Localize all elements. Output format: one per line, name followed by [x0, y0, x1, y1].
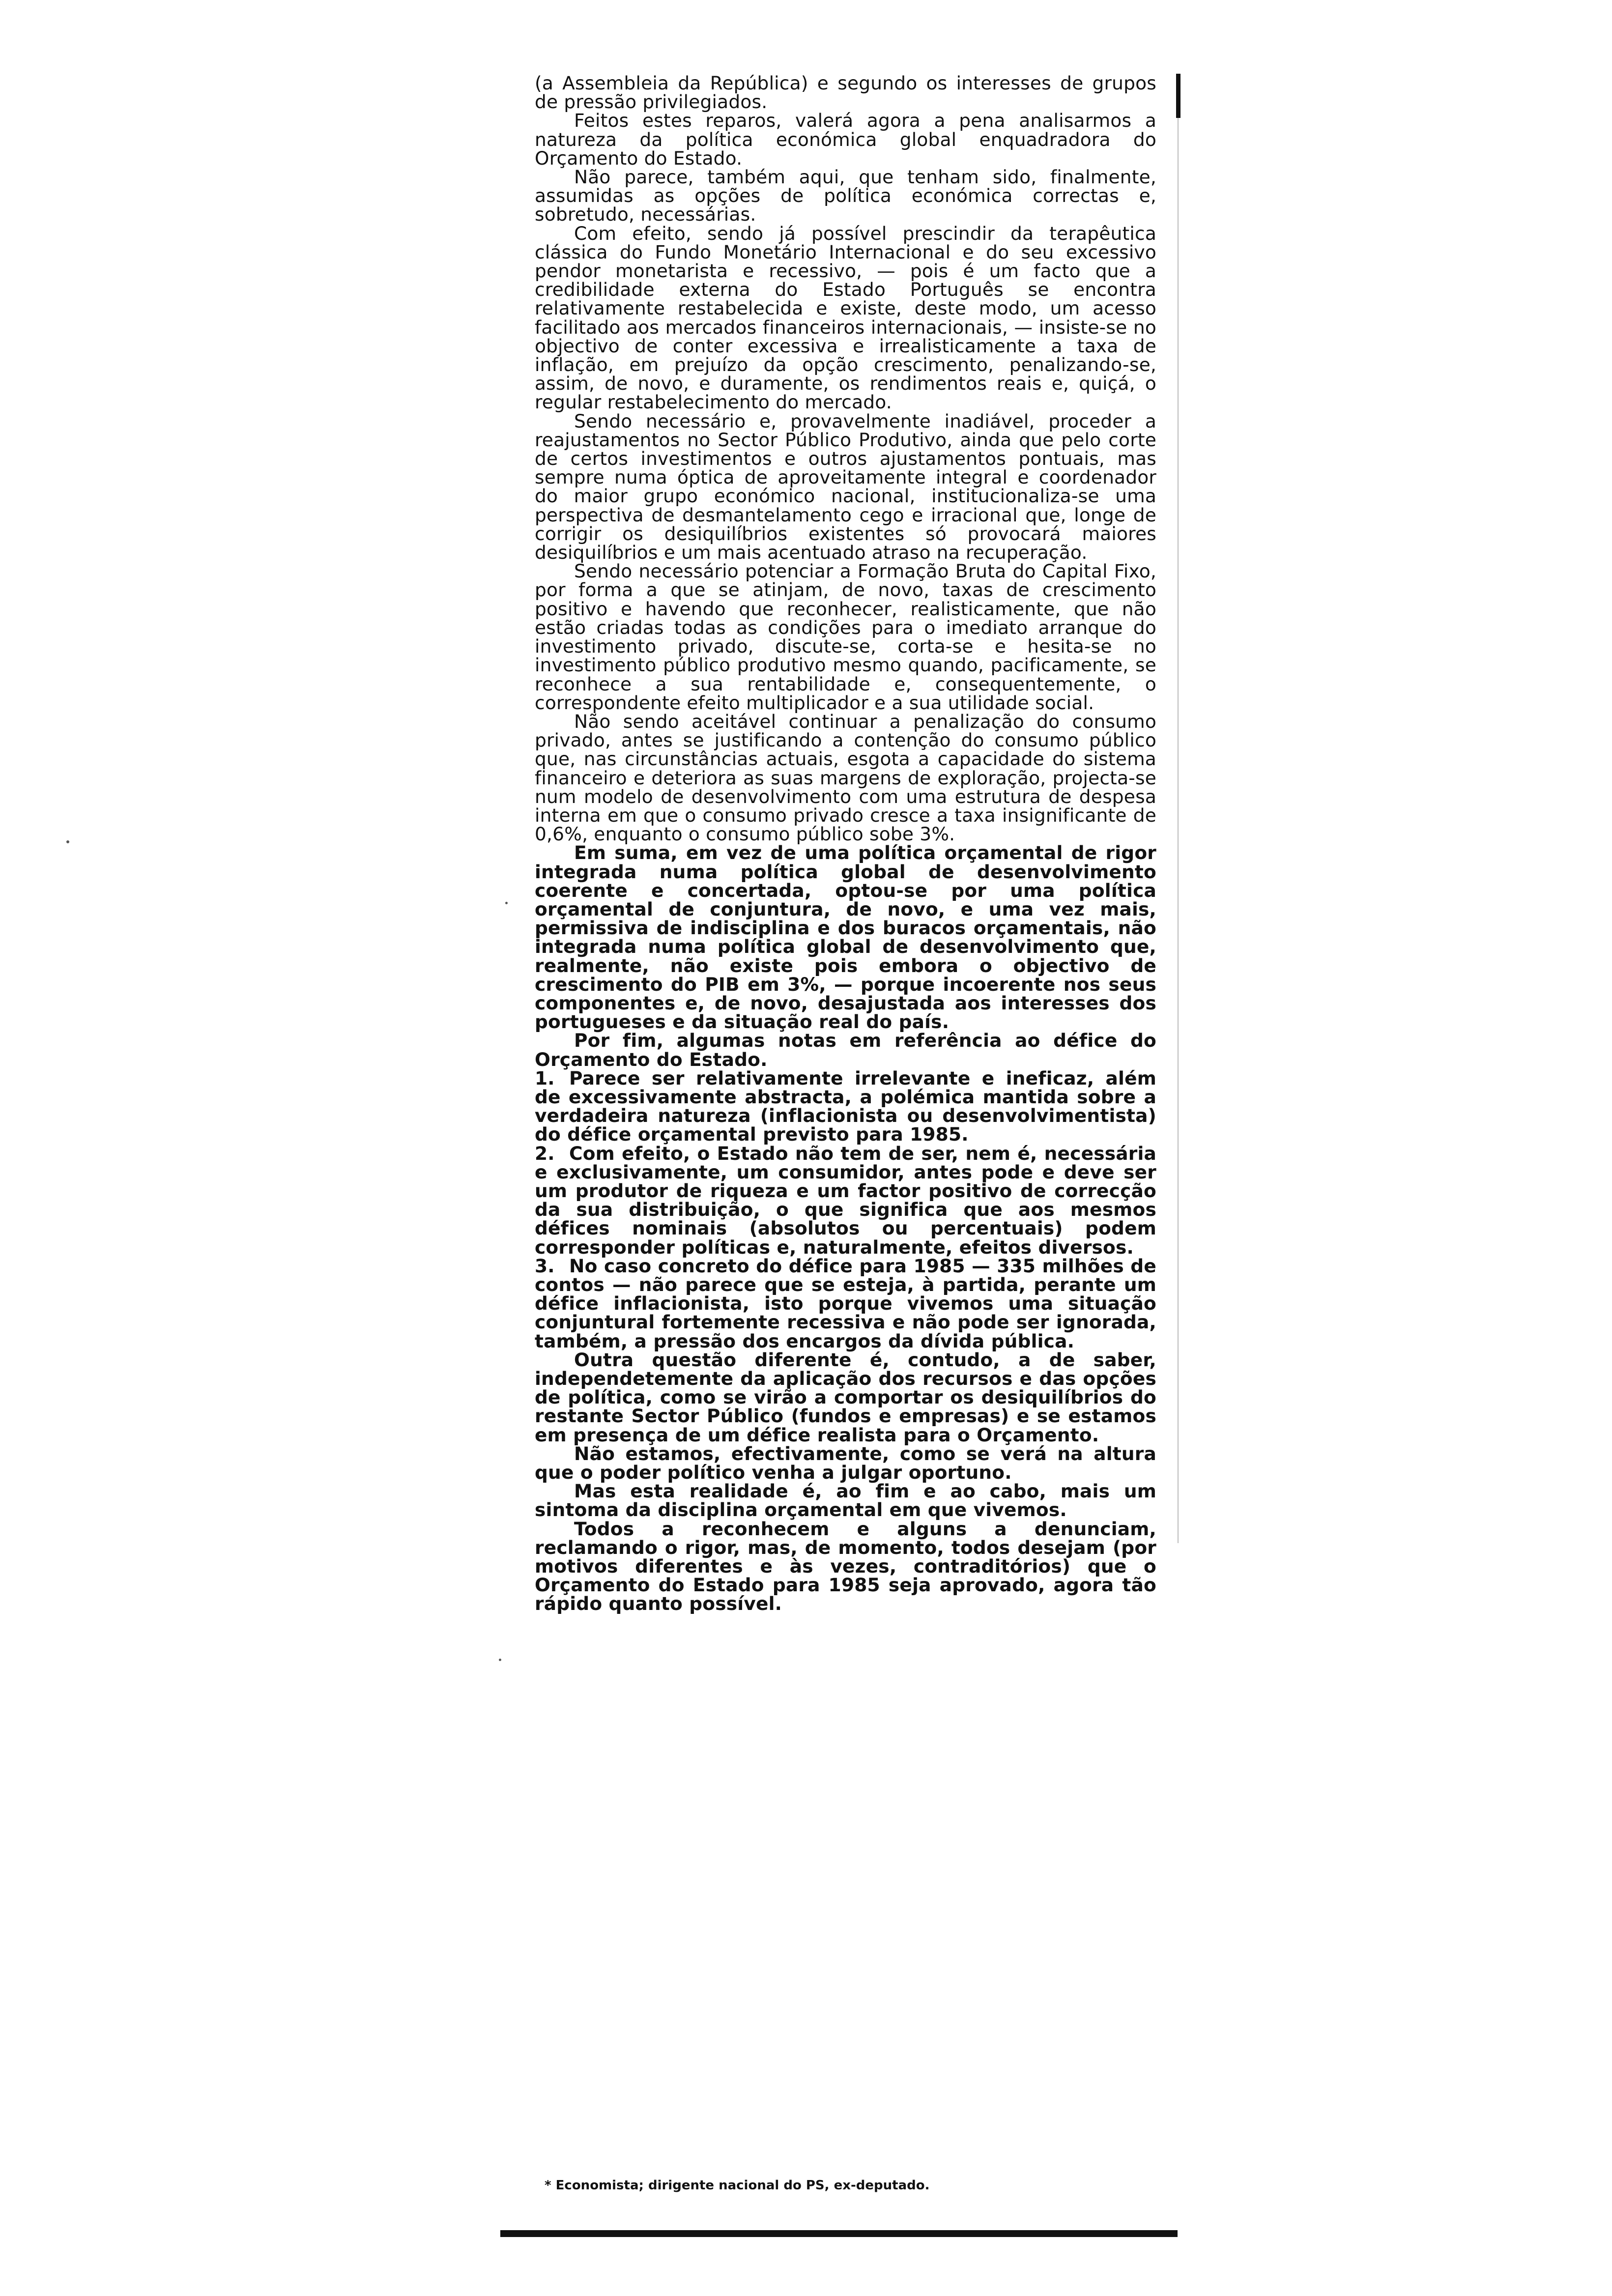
paragraph: Não sendo aceitável continuar a penalização do consumo privado, antes se justificando a contenção do consumo público que, nas circunstâncias actuais, esgota a capacidade do sistema financeiro e deteriora as suas margens de exploração, projecta-se num modelo de desenvolvimento com uma estrutura de despesa interna em que o consumo privado cresce a taxa insignificante de 0,6%, enquanto o consumo público sobe 3%.: [535, 710, 1156, 845]
paragraph-number: 2.: [535, 1142, 555, 1164]
column-rule: [1178, 118, 1179, 1543]
numbered-paragraph: [535, 1144, 1156, 1257]
paragraph-number: 1.: [535, 1067, 555, 1089]
paragraph: Mas esta realidade é, ao fim e ao cabo, mais um sintoma da disciplina orçamental em que vivemos.: [535, 1480, 1156, 1521]
numbered-paragraph: [535, 1257, 1156, 1350]
paragraph: Outra questão diferente é, contudo, a de saber, independetemente da aplicação dos recursos e das opções de política, como se virão a comportar os desiquilíbrios do restante Sector Público (fundos e empresas) e se estamos em presença de um défice realista para o Orçamento.: [535, 1349, 1156, 1446]
paragraph: (a Assembleia da República) e segundo os interesses de grupos de pressão privilegiados.: [535, 74, 1156, 113]
paragraph-text: Com efeito, o Estado não tem de ser, nem é, necessária e exclusivamente, um consumidor, antes pode e deve ser um produtor de riqueza e um factor positivo de correcção da sua distribuição, o que significa que aos mesmos défices nominais (absolutos ou percentuais) podem corresponder políticas e, naturalmente, efeitos diversos.: [535, 1142, 1156, 1258]
scan-speck: [499, 1659, 501, 1661]
paragraph-text: Parece ser relativamente irrelevante e ineficaz, além de excessivamente abstracta, a polémica mantida sobre a verdadeira natureza (inflacionista ou desenvolvimentista) do défice orçamental previsto para 1985.: [535, 1067, 1156, 1146]
paragraph-number: 3.: [535, 1255, 555, 1277]
paragraph: Sendo necessário e, provavelmente inadiável, proceder a reajustamentos no Sector Público Produtivo, ainda que pelo corte de certos investimentos e outros ajustamentos pontuais, mas sempre numa óptica de aproveitamente integral e coordenador do maior grupo económico nacional, institucionaliza-se uma perspectiva de desmantelamento cego e irracional que, longe de corrigir os desiquilíbrios existentes só provocará maiores desiquilíbrios e um mais acentuado atraso na recuperação.: [535, 410, 1156, 564]
paragraph: Feitos estes reparos, valerá agora a pena analisarmos a natureza da política económica global enquadradora do Orçamento do Estado.: [535, 110, 1156, 169]
article-column: [535, 74, 1156, 2177]
paragraph: Não estamos, efectivamente, como se verá na altura que o poder político venha a julgar oportuno.: [535, 1442, 1156, 1484]
paragraph-text: No caso concreto do défice para 1985 — 335 milhões de contos — não parece que se esteja, à partida, perante um défice inflacionista, isto porque vivemos uma situação conjuntural fortemente recessiva e não pode ser ignorada, também, a pressão dos encargos da dívida pública.: [535, 1255, 1156, 1352]
column-rule-top: [1176, 74, 1180, 118]
scan-speck: [505, 902, 508, 904]
paragraph: Todos a reconhecem e alguns a denunciam, reclamando o rigor, mas, de momento, todos desejam (por motivos diferentes e às vezes, contraditórios) que o Orçamento do Estado para 1985 seja aprovado, agora tão rápido quanto possível.: [535, 1518, 1156, 1615]
scan-speck: [66, 840, 69, 843]
author-footnote: * Economista; dirigente nacional do PS, ex-deputado.: [545, 2178, 930, 2193]
paragraph: Em suma, em vez de uma política orçamental de rigor integrada numa política global de desenvolvimento coerente e concertada, optou-se por uma política orçamental de conjuntura, de novo, e uma vez mais, permissiva de indisciplina e dos buracos orçamentais, não integrada numa política global de desenvolvimento que, realmente, não existe pois embora o objectivo de crescimento do PIB em 3%, — porque incoerente nos seus componentes e, de novo, desajustada aos interesses dos portugueses e da situação real do país.: [535, 842, 1156, 1033]
paragraph: Por fim, algumas notas em referência ao défice do Orçamento do Estado.: [535, 1030, 1156, 1070]
paragraph: Sendo necessário potenciar a Formação Bruta do Capital Fixo, por forma a que se atinjam, de novo, taxas de crescimento positivo e havendo que reconhecer, realisticamente, que não estão criadas todas as condições para o imediato arranque do investimento privado, discute-se, corta-se e hesita-se no investimento público produtivo mesmo quando, pacificamente, se reconhece a sua rentabilidade e, consequentemente, o correspondente efeito multiplicador e a sua utilidade social.: [535, 560, 1156, 714]
bottom-rule: [500, 2230, 1178, 2237]
paragraph: Com efeito, sendo já possível prescindir da terapêutica clássica do Fundo Monetário Internacional e do seu excessivo pendor monetarista e recessivo, — pois é um facto que a credibilidade externa do Estado Português se encontra relativamente restabelecida e existe, deste modo, um acesso facilitado aos mercados financeiros internacionais, — insiste-se no objectivo de conter excessiva e irrealisticamente a taxa de inflação, em prejuízo da opção crescimento, penalizando-se, assim, de novo, e duramente, os rendimentos reais e, quiçá, o regular restabelecimento do mercado.: [535, 222, 1156, 413]
numbered-paragraph: [535, 1069, 1156, 1144]
paragraph: Não parece, também aqui, que tenham sido, finalmente, assumidas as opções de política económica correctas e, sobretudo, necessárias.: [535, 166, 1156, 226]
